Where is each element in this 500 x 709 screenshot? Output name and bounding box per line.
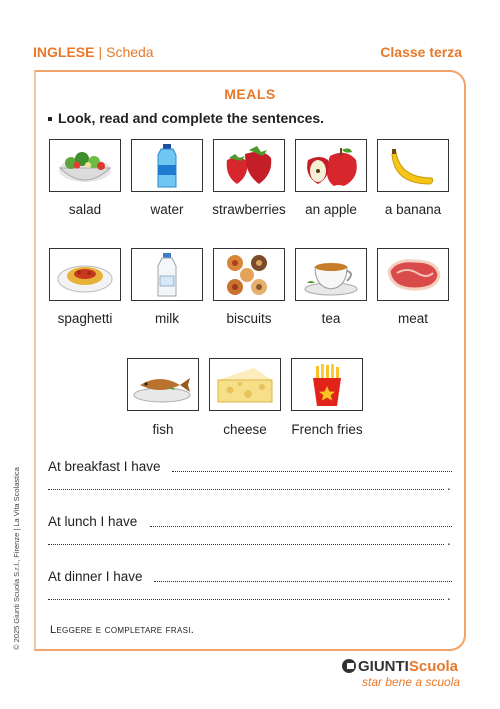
section-label: Scheda xyxy=(106,44,154,60)
answer-line-lunch-1[interactable] xyxy=(150,526,452,527)
food-card-cheese xyxy=(209,358,281,411)
banana-icon xyxy=(386,144,440,188)
label-cheese: cheese xyxy=(223,422,267,437)
fish-icon xyxy=(132,363,194,407)
sentence-lunch: At lunch I have xyxy=(48,514,138,529)
label-salad: salad xyxy=(68,202,102,217)
answer-line-dinner-2[interactable] xyxy=(48,599,444,600)
food-card-meat xyxy=(377,248,449,301)
cheese-icon xyxy=(214,362,276,408)
sentence-dinner: At dinner I have xyxy=(48,569,143,584)
brand-name-accent: Scuola xyxy=(408,658,459,675)
food-card-tea xyxy=(295,248,367,301)
period-lunch: . xyxy=(447,533,451,548)
period-dinner: . xyxy=(447,588,451,603)
food-card-biscuits xyxy=(213,248,285,301)
food-card-strawberries xyxy=(213,139,285,192)
instruction xyxy=(48,110,324,126)
food-card-fries xyxy=(291,358,363,411)
period-breakfast: . xyxy=(447,478,451,493)
label-fish: fish xyxy=(152,422,174,437)
answer-line-lunch-2[interactable] xyxy=(48,544,444,545)
apple-icon xyxy=(300,144,362,188)
bullet-icon xyxy=(48,117,52,121)
food-card-fish xyxy=(127,358,199,411)
salad-icon xyxy=(55,144,115,188)
label-tea: tea xyxy=(321,311,341,326)
water-bottle-icon xyxy=(152,143,182,189)
page-title: MEALS xyxy=(224,86,276,102)
subject-label: INGLESE xyxy=(33,44,95,60)
answer-line-breakfast-2[interactable] xyxy=(48,489,444,490)
tea-cup-icon xyxy=(301,253,361,297)
food-card-water xyxy=(131,139,203,192)
strawberries-icon xyxy=(219,144,279,188)
food-card-milk xyxy=(131,248,203,301)
label-apple: an apple xyxy=(305,202,357,217)
header-subject xyxy=(33,44,154,60)
spaghetti-icon xyxy=(55,253,115,297)
label-french-fries: French fries xyxy=(291,422,363,437)
french-fries-icon xyxy=(307,362,347,408)
label-spaghetti: spaghetti xyxy=(57,311,113,326)
sentence-breakfast: At breakfast I have xyxy=(48,459,161,474)
copyright-notice: © 2025 Giunti Scuola S.r.l., Firenze | La Vita Scolastica xyxy=(12,467,21,650)
biscuits-icon xyxy=(219,252,279,298)
milk-bottle-icon xyxy=(152,252,182,298)
grade-label: Classe terza xyxy=(380,44,462,60)
brand-tagline: star bene a scuola xyxy=(362,675,461,689)
meat-icon xyxy=(383,253,443,297)
food-card-banana xyxy=(377,139,449,192)
footer-note: Leggere e completare frasi. xyxy=(50,624,195,636)
label-water: water xyxy=(150,202,184,217)
label-meat: meat xyxy=(397,311,428,326)
answer-line-breakfast-1[interactable] xyxy=(172,471,452,472)
brand-logo xyxy=(342,658,458,675)
label-strawberries: strawberries xyxy=(212,202,286,217)
food-card-apple xyxy=(295,139,367,192)
giunti-logo-icon xyxy=(342,659,356,673)
label-milk: milk xyxy=(155,311,179,326)
label-banana: a banana xyxy=(384,202,442,217)
answer-line-dinner-1[interactable] xyxy=(154,581,452,582)
brand-name: GIUNTI xyxy=(358,658,409,675)
label-biscuits: biscuits xyxy=(226,311,272,326)
food-card-salad xyxy=(49,139,121,192)
header-separator: | xyxy=(98,44,103,60)
food-card-spaghetti xyxy=(49,248,121,301)
instruction-text: Look, read and complete the sentences. xyxy=(58,110,325,126)
